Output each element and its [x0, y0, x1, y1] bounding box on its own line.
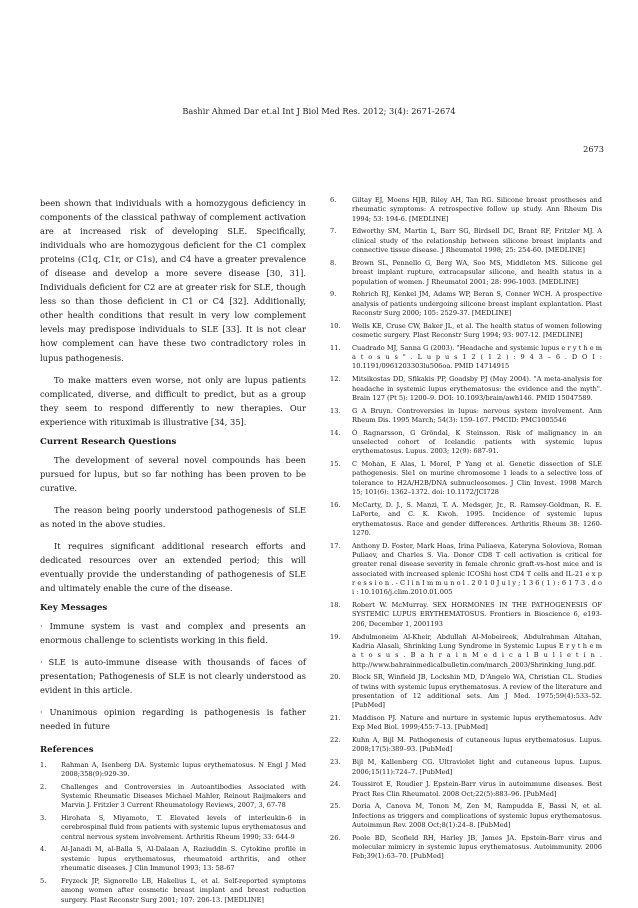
key-message-bullet: · Unanimous opinion regarding is pathogenesis is father needed in future: [40, 707, 306, 732]
reference-number: 24.: [330, 780, 341, 789]
body-paragraph: been shown that individuals with a homozygous deficiency in components of the classical pathway of complement activation are at increased risk of developing SLE. Specifically, individuals who are homozygous deficient for the C1 complex proteins (C1q, C1r, or C1s), and C4 have a greater prevalence of disease and develop a more severe disease [30, 31]. Individuals deficient for C2 are at greater risk for SLE, though less so than those deficient in C1 or C4 [32]. Additionally, other health conditions that result in very low complement levels may predispose individuals to SLE [33]. It is not clear how complement can have these two contradictory roles in lupus pathogenesis.: [40, 198, 306, 363]
reference-text: Bijl M, Kallenberg CG. Ultraviolet light and cutaneous lupus. Lupus. 2006;15(11):724–7. [PubMed]: [352, 758, 602, 776]
reference-number: 16.: [330, 500, 341, 509]
reference-text: Rahman A, Isenberg DA. Systemic lupus erythematosus. N Engl J Med 2008;358(9):929-39.: [61, 760, 306, 778]
reference-text: McCarty, D. J., S. Manzi, T. A. Medsger, Jr., R. Ramsey-Goldman, R. E. LaPorte, and C. K. Kwoh. 1995. Incidence of systemic lupus erythematosus. Race and gender differences. Arthritis Rheum 38: 1260-1270.: [352, 500, 602, 537]
section-heading: Current Research Questions: [40, 436, 177, 447]
reference-number: 8.: [330, 258, 337, 267]
page-number: 2673: [583, 144, 604, 154]
reference-number: 20.: [330, 673, 341, 682]
reference-text: Wells KE, Cruse CW, Baker JL, et al. The health status of women following cosmetic surgery. Plast Reconstr Surg 1994; 93: 907-12. [MEDLINE]: [352, 321, 602, 340]
reference-item: [330, 633, 602, 670]
reference-item: [330, 196, 602, 224]
key-message-bullet: · Immune system is vast and complex and presents an enormous challenge to scientists working in this field.: [40, 621, 306, 646]
reference-text: Giltay EJ, Moens HJB, Riley AH, Tan RG. Silicone breast prostheses and rheumatic symptoms: A retrospective follow up study. Ann Rheum Dis 1994; 53: 194-6. [MEDLINE]: [352, 196, 602, 223]
reference-item: [330, 429, 602, 457]
reference-text: Ó Ragnarsson, G Gröndal, K Steinsson. Risk of malignancy in an unselected cohort of Icelandic patients with systemic lupus erythematosus. Lupus. 2003; 12(9): 687-91.: [352, 428, 602, 456]
reference-number: 23.: [330, 758, 341, 767]
reference-number: 22.: [330, 736, 341, 745]
reference-number: 12.: [330, 375, 341, 384]
reference-number: 18.: [330, 601, 341, 610]
key-message-bullet: · SLE is auto-immune disease with thousands of faces of presentation; Pathogenesis of SLE is not clearly understood as evident in this article.: [40, 657, 306, 696]
reference-text: Challenges and Controversies in Autoantibodies Associated with Systemic Rheumatic Diseases Michael Mahler, Reinout Raijmakers and Marvin J. Fritzler 3 Current Rheumatology Reviews, 2007, 3, 67-78: [61, 782, 306, 810]
reference-number: 26.: [330, 833, 341, 842]
reference-item: [40, 845, 306, 873]
reference-item: [330, 501, 602, 538]
reference-text: Maddison PJ. Nature and nurture in systemic lupus erythematosus. Adv Exp Med Biol. 1999;455:7–13. [PubMed]: [352, 714, 602, 732]
section-heading: References: [40, 744, 94, 755]
body-paragraph: To make matters even worse, not only are lupus patients complicated, diverse, and difficult to predict, but as a group they seem to respond differently to new therapies. Our experience with rituximab is illustrative [34, 35].: [40, 374, 306, 427]
reference-text: Poole BD, Scofield RH, Harley JB, James JA. Epstein-Barr virus and molecular mimicry in systemic lupus erythematosus. Autoimmunity. 2006 Feb;39(1):63–70. [PubMed]: [352, 833, 602, 861]
reference-number: 17.: [330, 541, 341, 550]
reference-number: 21.: [330, 714, 341, 723]
reference-item: [330, 259, 602, 287]
reference-text: Mitsikostas DD, Sfikakis PP, Goadsby PJ (May 2004). "A meta-analysis for headache in systemic lupus erythematosus: the evidence and the myth". Brain 127 (Pt 5): 1200–9. DOI: 10.1093/brain/awh146. PMID 15047589.: [352, 375, 602, 402]
reference-text: Cuadrado MJ, Sanna G (2003). "Headache and systemic lupus e r y t h e m a t o s u s " . L u p u s 1 2 ( 1 2 ) : 9 4 3 – 6 . D O I : 10.1191/0961203303lu506oa. PMID 14714915: [352, 343, 602, 371]
left-column: [40, 196, 306, 908]
reference-text: G A Bruyn. Controversies in lupus: nervous system involvement. Ann Rheum Dis. 1995 March; 54(3): 159–167. PMCID: PMC1005546: [352, 406, 602, 424]
reference-number: 1.: [40, 760, 47, 769]
reference-number: 14.: [330, 428, 341, 437]
reference-number: 11.: [330, 343, 341, 352]
reference-number: 4.: [40, 845, 47, 854]
reference-item: [330, 542, 602, 598]
reference-number: 13.: [330, 406, 341, 415]
reference-number: 9.: [330, 290, 337, 299]
reference-number: 3.: [40, 814, 47, 822]
reference-number: 25.: [330, 802, 341, 811]
reference-item: [330, 714, 602, 733]
reference-text: Brown SL, Pennello G, Berg WA, Soo MS, Middleton MS. Silicone gel breast implant rupture, extracapsular silicone, and health status in a population of women. J Rheumatol 2001; 28: 996-1003. [MEDLINE]: [352, 258, 602, 286]
reference-item: [330, 407, 602, 426]
reference-item: [40, 814, 306, 842]
reference-number: 5.: [40, 876, 47, 885]
reference-item: [330, 673, 602, 710]
reference-number: 2.: [40, 782, 47, 791]
reference-text: Kuhn A, Bijl M. Pathogenesis of cutaneous lupus erythematosus. Lupus. 2008;17(5):389–93. [PubMed]: [352, 736, 602, 754]
reference-text: Robert W. McMurray. SEX HORMONES IN THE PATHOGENESIS OF SYSTEMIC LUPUS ERYTHEMATOSUS. Frontiers in Bioscience 6, e193-206, December 1, 2001193: [352, 601, 602, 628]
reference-item: [330, 375, 602, 403]
reference-item: [40, 783, 306, 811]
reference-item: [330, 834, 602, 862]
right-column: [330, 196, 602, 865]
reference-number: 7.: [330, 227, 337, 236]
reference-item: [40, 877, 306, 905]
body-paragraph: It requires significant additional research efforts and dedicated resources over an extended period; this will eventually provide the understanding of pathogenesis of SLE and ultimately enable the cure of the disease.: [40, 540, 306, 594]
reference-number: 10.: [330, 321, 341, 330]
reference-item: [330, 290, 602, 318]
reference-item: [330, 227, 602, 255]
reference-number: 19.: [330, 632, 341, 641]
reference-number: 6.: [330, 196, 337, 204]
reference-number: 15.: [330, 460, 341, 469]
reference-text: Hirohata S, Miyamoto, T. Elevated levels of interleukin-6 in cerebrospinal fluid from patients with systemic lupus erythematosus and central nervous system involvement. Arthritis Rheum 1990; 33: 644-9: [61, 814, 306, 841]
reference-list: [40, 761, 306, 905]
body-paragraph: The development of several novel compounds has been pursued for lupus, but so far nothing has been proven to be curative.: [40, 454, 306, 493]
reference-item: [330, 344, 602, 372]
body-paragraph: The reason being poorly understood pathogenesis of SLE as noted in the above studies.: [40, 504, 306, 529]
section-heading: Key Messages: [40, 603, 108, 614]
reference-text: Rohrich RJ, Kenkel JM, Adams WP, Beran S, Conner WCH. A prospective analysis of patients undergoing silicone breast implant explantation. Plast Reconstr Surg 2000; 105: 2529-37. [MEDLINE]: [352, 290, 602, 317]
reference-item: [330, 802, 602, 830]
reference-text: Al-Janadi M, al-Balla S, Al-Dalaan A, Raziuddin S. Cytokine profile in systemic lupus erythematosus, rheumatoid arthritis, and other rheumatic diseases. J Clin Immunol 1993; 13: 58-67: [61, 845, 306, 873]
reference-text: Block SR, Winfield JB, Lockshin MD, D'Angelo WA, Christian CL. Studies of twins with systemic lupus erythematosus. A review of the literature and presentation of 12 additional sets. Am J Med. 1975;59(4):533–52. [PubMed]: [352, 673, 602, 710]
reference-text: Anthony D. Foster, Mark Haas, Irina Puliaeva, Kateryna Soloviova, Roman Puliaev, and Charles S. Via. Donor CD8 T cell activation is critical for greater renal disease severity in female chronic graft-vs-host mice and is associated with increased splenic ICOShi host CD4 T cells and IL-21 e x p r e s s i o n . - C l i n I m m u n o l . 2 0 1 0 J u l y ; 1 3 6 ( 1 ) : 6 1 7 3 . d o i : 10.1016/j.clim.2010.01.005: [352, 541, 602, 597]
reference-text: Edworthy SM, Martin L, Barr SG, Birdsell DC, Brant RF, Fritzler MJ. A clinical study of the relationship between silicone breast implants and connective tissue disease. J Rheumatol 1998; 25: 254-60. [MEDLINE]: [352, 227, 602, 255]
reference-item: [330, 460, 602, 497]
reference-item: [330, 736, 602, 755]
reference-item: [330, 601, 602, 629]
reference-item: [330, 780, 602, 799]
reference-text: Abdulmoneim Al-Kheir, Abdullah Al-Mobeireek, Abdulrahman Altahan, Kadria Alasali, Shrinking Lung Syndrome in Systemic Lupus E r y t h e m a t o s u s . B a h r a i n M e d i c a l B u l l e t i n . http://www.bahrainmedicalbulletin.com/march_2003/Shrinking_lung.pdf.: [352, 632, 602, 669]
reference-text: Fryzeck JP, Signorello LB, Hakelius L, et al. Self-reported symptoms among women after cosmetic breast implant and breast reduction surgery. Plast Reconstr Surg 2001; 107: 206-13. [MEDLINE]: [61, 876, 306, 904]
running-header: Bashir Ahmed Dar et.al Int J Biol Med Res. 2012; 3(4): 2671-2674: [182, 106, 456, 116]
reference-text: C Mohan, E Alas, L Morel, P Yang et al. Genetic dissection of SLE pathogenesis. Sle1 on murine chromosome 1 leads to a selective loss of tolerance to H2A/H2B/DNA subnucleosomes. J Clin Invest. 1998 March 15; 101(6): 1362–1372. doi: 10.1172/JCI728: [352, 460, 602, 497]
reference-item: [330, 758, 602, 777]
reference-text: Doria A, Canova M, Tonon M, Zen M, Rampudda E, Bassi N, et al. Infections as triggers and complications of systemic lupus erythematosus. Autoimmun Rev. 2008 Oct;8(1):24–8. [PubMed]: [352, 802, 602, 830]
reference-item: [40, 761, 306, 780]
reference-text: Toussirot E, Roudier J. Epstein-Barr virus in autoimmune diseases. Best Pract Res Clin Rheumatol. 2008 Oct;22(5):883–96. [PubMed]: [352, 780, 602, 798]
reference-item: [330, 322, 602, 341]
